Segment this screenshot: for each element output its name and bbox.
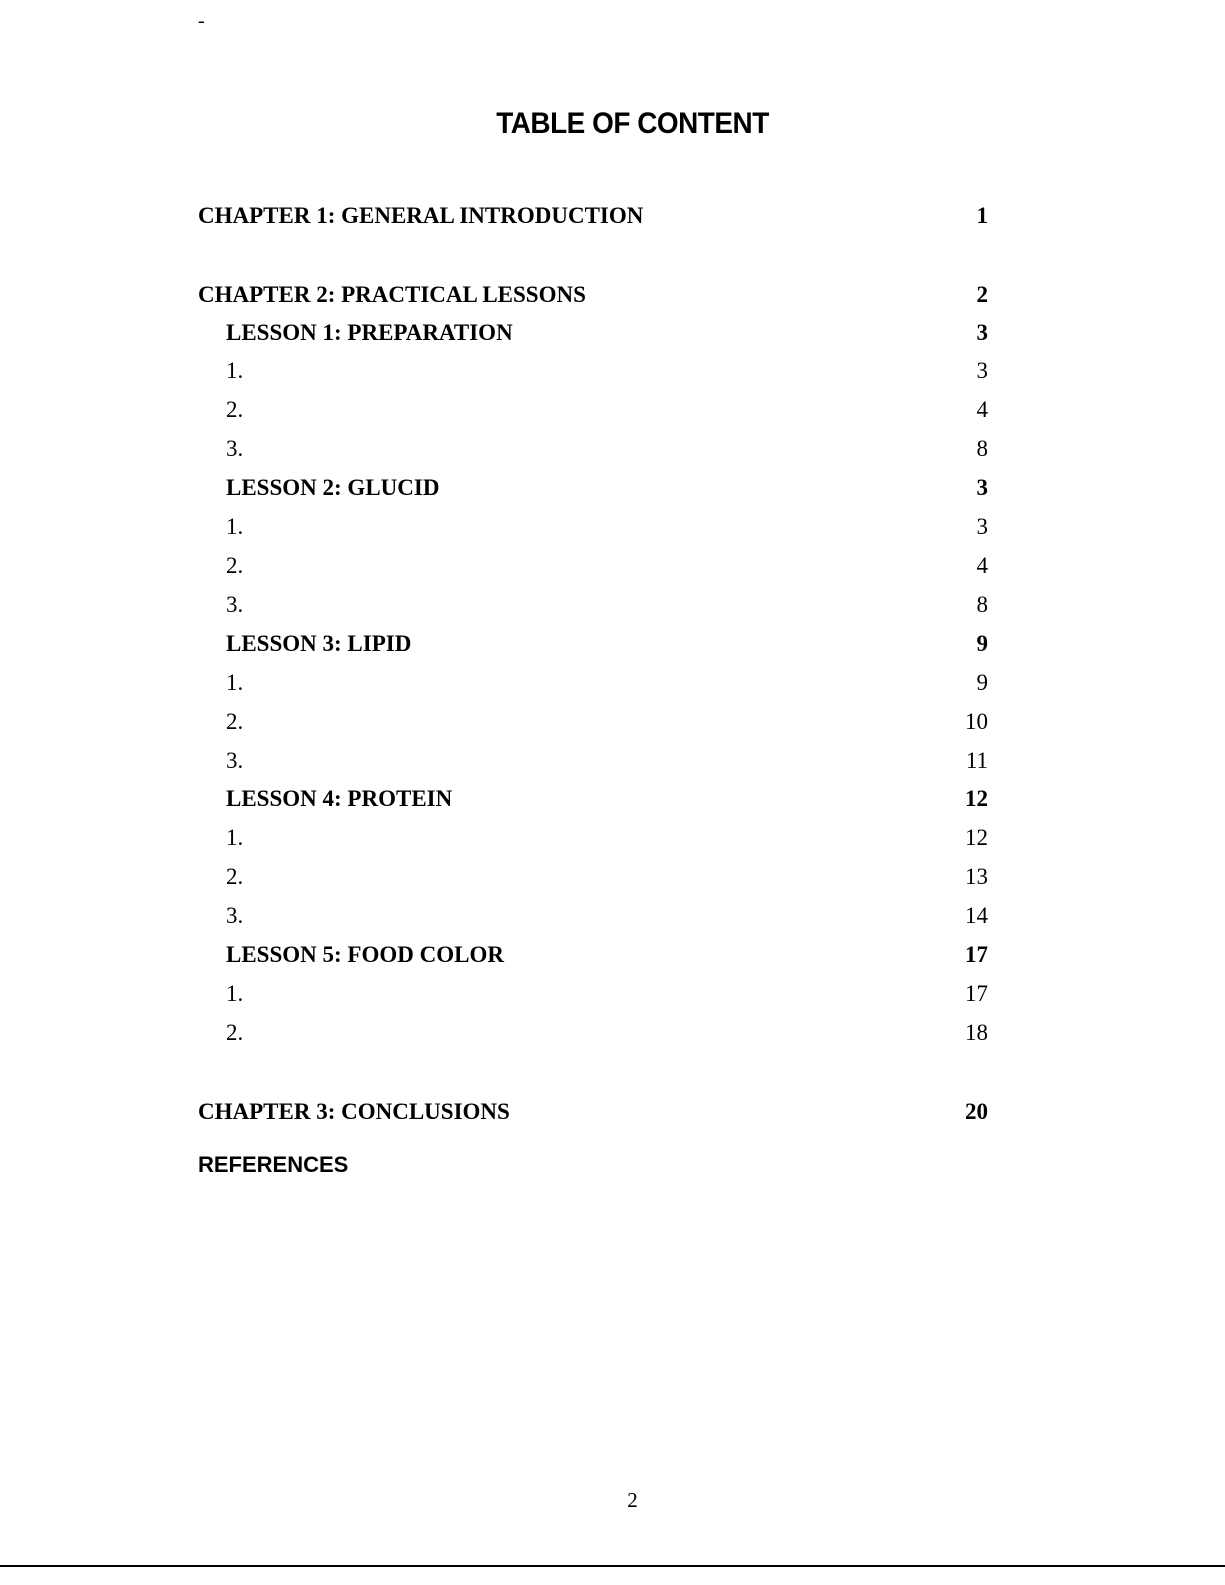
toc-entry-label: CHAPTER 2: PRACTICAL LESSONS	[198, 282, 586, 307]
toc-entry-label: LESSON 5: FOOD COLOR	[226, 942, 504, 967]
toc-entry	[198, 784, 988, 814]
toc-entry	[198, 668, 988, 698]
bottom-rule	[0, 1565, 1225, 1567]
toc-entry	[198, 590, 988, 620]
toc-entry	[198, 1018, 988, 1048]
toc-entry	[198, 707, 988, 737]
toc-entry-page: 10	[965, 709, 988, 734]
toc-entry	[198, 318, 988, 348]
toc-entry-label: 2.	[226, 553, 244, 578]
corner-mark: -	[198, 10, 205, 32]
toc-entry-label: LESSON 2: GLUCID	[226, 475, 440, 500]
toc-entry-page: 12	[965, 825, 988, 850]
toc-entry-label: 2.	[226, 864, 244, 889]
toc-entry-page: 17	[965, 981, 988, 1006]
toc-entry-label: 3.	[226, 748, 244, 773]
toc-entry	[198, 395, 988, 425]
page-number: 2	[627, 1488, 638, 1512]
toc-entry-page: 3	[976, 514, 988, 539]
toc-entry	[198, 823, 988, 853]
toc-entry-label: 1.	[226, 825, 244, 850]
toc-entry-page: 4	[976, 397, 988, 422]
toc-entry-page: 14	[965, 903, 988, 928]
toc-entry-label: 3.	[226, 903, 244, 928]
toc-entry-label: 2.	[226, 1020, 244, 1045]
toc-entry-page: 9	[976, 631, 988, 656]
toc-entry-page: 13	[965, 864, 988, 889]
toc-entry-page: 8	[976, 436, 988, 461]
toc-entry-page: 9	[976, 670, 988, 695]
toc-entry-label: 2.	[226, 397, 244, 422]
toc-entry-label: 2.	[226, 709, 244, 734]
toc-entry	[198, 746, 988, 776]
toc-entry-page: 12	[965, 786, 988, 811]
toc-entry-label: 3.	[226, 436, 244, 461]
toc-entry-label: LESSON 3: LIPID	[226, 631, 412, 656]
toc-entry-page: 18	[965, 1020, 988, 1045]
toc-entry-label: CHAPTER 3: CONCLUSIONS	[198, 1099, 510, 1124]
toc-entry	[198, 434, 988, 464]
toc-entry	[198, 201, 988, 231]
references-heading: REFERENCES	[198, 1152, 349, 1177]
toc-entry-label: 1.	[226, 981, 244, 1006]
page-title: TABLE OF CONTENT	[496, 107, 769, 140]
toc-entry-label: LESSON 4: PROTEIN	[226, 786, 453, 811]
toc-entry-page: 2	[976, 282, 988, 307]
toc-entry-page: 17	[965, 942, 988, 967]
toc-entry-label: 1.	[226, 670, 244, 695]
toc-entry-label: 1.	[226, 514, 244, 539]
toc-entry	[198, 979, 988, 1009]
toc-entry-page: 3	[976, 320, 988, 345]
toc-entry	[198, 356, 988, 386]
toc-entry-page: 8	[976, 592, 988, 617]
toc-entry-page: 1	[976, 203, 988, 228]
toc-entry-page: 3	[976, 358, 988, 383]
toc-entry	[198, 1097, 988, 1127]
toc-entry	[198, 473, 988, 503]
toc-entry-page: 20	[965, 1099, 988, 1124]
toc-entry	[198, 280, 988, 310]
toc-entry-page: 4	[976, 553, 988, 578]
toc-entry-label: 3.	[226, 592, 244, 617]
toc-entry-page: 3	[976, 475, 988, 500]
toc-entry-page: 11	[965, 748, 988, 773]
toc-entry-label: 1.	[226, 358, 244, 383]
toc-entry	[198, 629, 988, 659]
toc-entry	[198, 512, 988, 542]
toc-entry-label: LESSON 1: PREPARATION	[226, 320, 513, 345]
toc-entry-label: CHAPTER 1: GENERAL INTRODUCTION	[198, 203, 644, 228]
toc-entry	[198, 901, 988, 931]
toc-entry	[198, 940, 988, 970]
toc-entry	[198, 862, 988, 892]
toc-entry	[198, 551, 988, 581]
